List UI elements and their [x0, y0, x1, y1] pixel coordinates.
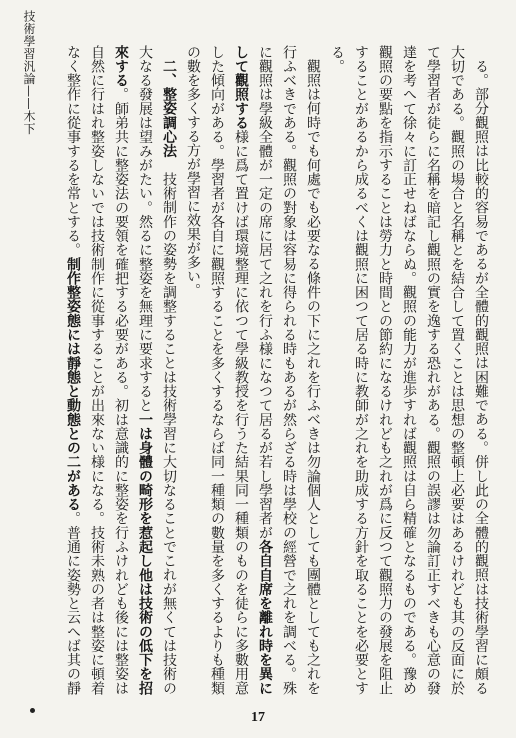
- paragraph-text: 様に爲て置けば環境整理に依つて學級教授を行うた結果同一種類のものを徒らに多數用意した傾向がある。學習者が各自に觀照することを多くするならば同一種類の數量を多くするよりも種類の數を多くする方が學習に效果が多い。: [185, 45, 249, 695]
- paragraph-text: 。普通に姿勢と云へば其の靜: [65, 511, 81, 695]
- section-title: 整姿調心法: [161, 87, 177, 158]
- page-number: 17: [251, 710, 265, 725]
- emphasis-text: 制作整姿態には靜態と動態との二がある: [65, 257, 81, 512]
- paragraph-text: 技術制作の姿勢を調整することは技術學習に大切なることでこれが無くては技術の大なる發展は望みがたい。然るに整姿を無理に要求すると: [137, 45, 177, 695]
- emphasis-text: 一は身體の畸形を惹起し他は技術の低下を招來する: [113, 45, 153, 695]
- emphasis-text: 各自自席を離れ時を異にして觀照する: [233, 45, 273, 695]
- section-posture-method: [58, 45, 181, 695]
- paragraph-text: 。師弟共に整姿法の要領を確把する必要がある。初は意識的に整姿を行ふけれども後には整姿は自然に行はれ整姿しないでは技術制作に從事することが出來ない様になる。技術未熟の者は整姿に頓着なく整作に從事するを常とする。: [65, 45, 129, 695]
- paragraph-observation-method: [181, 45, 325, 695]
- paragraph-observation-scope: [325, 45, 493, 695]
- paragraph-text: る。部分觀照は比較的容易であるが全體的觀照は困難である。併し此の全體的觀照は技術學習に頗る大切である。觀照の場合と名稱とを結合して置くことは思想の整頓上必要はあるけれども其の反面に於て學習者が徒らに名稱を暗記し觀照の實を逸する恐れがある。觀照の誤謬は勿論訂正すべきも心意の發達を考へて徐々に訂正せねばならぬ。觀照の能力が進歩すれば觀照は自ら精確となるものである。豫め觀照の要點を指示することは勞力と時間との節約になるけれども之れが爲に反つて觀照力の發展を阻止することがあるから成るべくは觀照に困つて居る時に教師が之れを助成する方針を取ることを必要とする。: [329, 45, 489, 695]
- section-number: 二、: [161, 59, 177, 88]
- running-header: [10, 10, 48, 135]
- running-title: 技術學習汎論——木下: [22, 10, 36, 135]
- paragraph-text: 觀照は何時でも何處でも必要なる條件の下に之れを行ふべきは勿論個人としても團體としても之れを行ふべきである。觀照の對象は容易に得られる時もあるが然らざる時は學校の經營で之れを調べる。殊に觀照は學級全體が一定の席に居て之れを行ふ様になつて居るが若し學習者が: [257, 45, 321, 695]
- body-text: [58, 45, 493, 695]
